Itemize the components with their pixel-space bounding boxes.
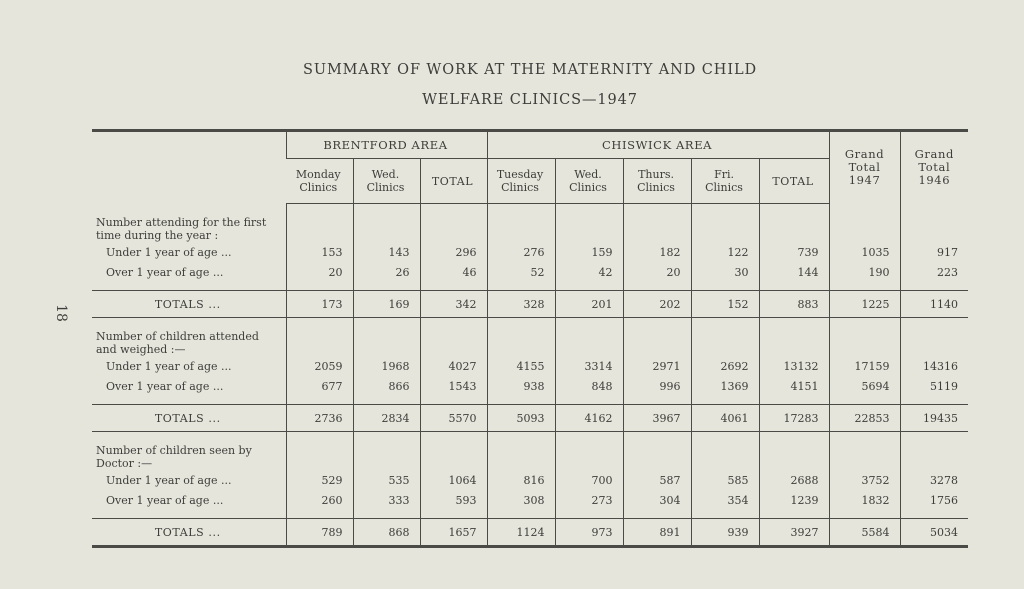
totals-label: TOTALS ... (92, 291, 286, 318)
page-number: 18 (52, 304, 69, 322)
empty-cell (759, 396, 829, 405)
total-value-cell: 5034 (900, 519, 968, 547)
value-cell: 816 (487, 470, 555, 490)
empty-cell (487, 396, 555, 405)
empty-cell (691, 318, 759, 357)
section-heading-row (92, 204, 968, 243)
grand-total-1946-header: Grand Total 1946 (900, 131, 968, 204)
header-blank-cell (92, 131, 286, 204)
value-cell: 3752 (829, 470, 900, 490)
table-row (92, 470, 968, 490)
table-body (92, 204, 968, 547)
value-cell: 585 (691, 470, 759, 490)
value-cell: 1239 (759, 490, 829, 510)
empty-cell (759, 204, 829, 243)
empty-cell (92, 396, 286, 405)
table-row (92, 490, 968, 510)
total-value-cell: 2834 (353, 405, 420, 432)
value-cell: 30 (691, 262, 759, 282)
value-cell: 26 (353, 262, 420, 282)
empty-cell (900, 432, 968, 471)
total-value-cell: 789 (286, 519, 353, 547)
empty-cell (555, 318, 623, 357)
value-cell: 153 (286, 242, 353, 262)
value-cell: 333 (353, 490, 420, 510)
value-cell: 938 (487, 376, 555, 396)
value-cell: 273 (555, 490, 623, 510)
total-value-cell: 17283 (759, 405, 829, 432)
row-label: Over 1 year of age ... (106, 379, 224, 393)
total-value-cell: 1124 (487, 519, 555, 547)
value-cell: 917 (900, 242, 968, 262)
total-value-cell: 342 (420, 291, 487, 318)
empty-cell (353, 318, 420, 357)
value-cell: 122 (691, 242, 759, 262)
value-cell: 182 (623, 242, 691, 262)
value-cell: 587 (623, 470, 691, 490)
empty-cell (900, 204, 968, 243)
empty-cell (900, 318, 968, 357)
value-cell: 14316 (900, 356, 968, 376)
column-header: Fri. Clinics (691, 159, 759, 204)
empty-cell (487, 432, 555, 471)
value-cell: 308 (487, 490, 555, 510)
row-label: Under 1 year of age ... (106, 359, 232, 373)
empty-cell (829, 510, 900, 519)
spacer-row (92, 282, 968, 291)
value-cell: 20 (623, 262, 691, 282)
empty-cell (286, 510, 353, 519)
summary-table (92, 129, 968, 548)
empty-cell (759, 510, 829, 519)
empty-cell (420, 432, 487, 471)
total-value-cell: 3927 (759, 519, 829, 547)
value-cell: 4027 (420, 356, 487, 376)
value-cell: 4155 (487, 356, 555, 376)
row-label: Under 1 year of age ... (106, 245, 232, 259)
total-value-cell: 19435 (900, 405, 968, 432)
column-header: TOTAL (759, 159, 829, 204)
value-cell: 5119 (900, 376, 968, 396)
table-row (92, 356, 968, 376)
spacer-row (92, 510, 968, 519)
row-label: Over 1 year of age ... (106, 265, 224, 279)
column-header: Monday Clinics (286, 159, 353, 204)
table-row (92, 262, 968, 282)
total-value-cell: 169 (353, 291, 420, 318)
value-cell: 13132 (759, 356, 829, 376)
value-cell: 4151 (759, 376, 829, 396)
chiswick-area-header: CHISWICK AREA (487, 131, 829, 159)
value-cell: 46 (420, 262, 487, 282)
value-cell: 5694 (829, 376, 900, 396)
column-header: Wed. Clinics (555, 159, 623, 204)
empty-cell (691, 432, 759, 471)
value-cell: 2688 (759, 470, 829, 490)
empty-cell (92, 282, 286, 291)
value-cell: 677 (286, 376, 353, 396)
value-cell: 1756 (900, 490, 968, 510)
empty-cell (487, 318, 555, 357)
empty-cell (829, 396, 900, 405)
empty-cell (623, 432, 691, 471)
empty-cell (420, 282, 487, 291)
total-value-cell: 939 (691, 519, 759, 547)
value-cell: 1369 (691, 376, 759, 396)
total-value-cell: 201 (555, 291, 623, 318)
value-cell: 223 (900, 262, 968, 282)
empty-cell (420, 396, 487, 405)
empty-cell (759, 282, 829, 291)
value-cell: 52 (487, 262, 555, 282)
empty-cell (487, 204, 555, 243)
value-cell: 143 (353, 242, 420, 262)
row-label: Over 1 year of age ... (106, 493, 224, 507)
value-cell: 2692 (691, 356, 759, 376)
column-header: Thurs. Clinics (623, 159, 691, 204)
total-value-cell: 202 (623, 291, 691, 318)
section-heading: Number of children seen by Doctor :— (96, 444, 252, 470)
total-value-cell: 152 (691, 291, 759, 318)
section-heading: Number attending for the first time during the year : (96, 216, 267, 242)
total-value-cell: 1140 (900, 291, 968, 318)
section-heading: Number of children attended and weighed :— (96, 330, 259, 356)
totals-row (92, 519, 968, 547)
table-header (92, 131, 968, 204)
empty-cell (286, 396, 353, 405)
totals-row (92, 291, 968, 318)
total-value-cell: 2736 (286, 405, 353, 432)
empty-cell (759, 318, 829, 357)
value-cell: 3314 (555, 356, 623, 376)
empty-cell (900, 396, 968, 405)
value-cell: 276 (487, 242, 555, 262)
total-value-cell: 891 (623, 519, 691, 547)
total-value-cell: 4162 (555, 405, 623, 432)
total-value-cell: 973 (555, 519, 623, 547)
totals-row (92, 405, 968, 432)
empty-cell (353, 204, 420, 243)
spacer-row (92, 396, 968, 405)
total-value-cell: 3967 (623, 405, 691, 432)
value-cell: 1543 (420, 376, 487, 396)
empty-cell (353, 510, 420, 519)
total-value-cell: 4061 (691, 405, 759, 432)
empty-cell (623, 510, 691, 519)
total-value-cell: 1225 (829, 291, 900, 318)
value-cell: 1035 (829, 242, 900, 262)
empty-cell (900, 510, 968, 519)
column-header: Wed. Clinics (353, 159, 420, 204)
empty-cell (353, 282, 420, 291)
empty-cell (691, 396, 759, 405)
section-heading-row (92, 318, 968, 357)
value-cell: 848 (555, 376, 623, 396)
total-value-cell: 5584 (829, 519, 900, 547)
empty-cell (286, 432, 353, 471)
total-value-cell: 22853 (829, 405, 900, 432)
empty-cell (555, 510, 623, 519)
value-cell: 700 (555, 470, 623, 490)
empty-cell (623, 282, 691, 291)
page-subtitle: WELFARE CLINICS—1947 (422, 92, 638, 108)
total-value-cell: 1657 (420, 519, 487, 547)
column-header: Tuesday Clinics (487, 159, 555, 204)
empty-cell (691, 510, 759, 519)
grand-total-1947-header: Grand Total 1947 (829, 131, 900, 204)
empty-cell (353, 432, 420, 471)
empty-cell (286, 318, 353, 357)
empty-cell (555, 432, 623, 471)
value-cell: 159 (555, 242, 623, 262)
table-row (92, 376, 968, 396)
value-cell: 20 (286, 262, 353, 282)
value-cell: 1968 (353, 356, 420, 376)
empty-cell (623, 396, 691, 405)
empty-cell (691, 282, 759, 291)
column-header: TOTAL (420, 159, 487, 204)
empty-cell (286, 282, 353, 291)
value-cell: 260 (286, 490, 353, 510)
empty-cell (555, 282, 623, 291)
value-cell: 296 (420, 242, 487, 262)
value-cell: 535 (353, 470, 420, 490)
value-cell: 144 (759, 262, 829, 282)
section-heading-row (92, 432, 968, 471)
value-cell: 1064 (420, 470, 487, 490)
total-value-cell: 328 (487, 291, 555, 318)
value-cell: 739 (759, 242, 829, 262)
totals-label: TOTALS ... (92, 405, 286, 432)
empty-cell (623, 204, 691, 243)
empty-cell (691, 204, 759, 243)
empty-cell (829, 432, 900, 471)
row-label: Under 1 year of age ... (106, 473, 232, 487)
total-value-cell: 883 (759, 291, 829, 318)
value-cell: 354 (691, 490, 759, 510)
value-cell: 2059 (286, 356, 353, 376)
value-cell: 42 (555, 262, 623, 282)
empty-cell (900, 282, 968, 291)
page-title: SUMMARY OF WORK AT THE MATERNITY AND CHILD (302, 62, 758, 78)
table-row (92, 242, 968, 262)
empty-cell (286, 204, 353, 243)
value-cell: 304 (623, 490, 691, 510)
total-value-cell: 173 (286, 291, 353, 318)
totals-label: TOTALS ... (92, 519, 286, 547)
empty-cell (829, 204, 900, 243)
value-cell: 190 (829, 262, 900, 282)
empty-cell (487, 510, 555, 519)
empty-cell (420, 510, 487, 519)
empty-cell (487, 282, 555, 291)
empty-cell (92, 510, 286, 519)
value-cell: 866 (353, 376, 420, 396)
value-cell: 529 (286, 470, 353, 490)
empty-cell (829, 318, 900, 357)
empty-cell (623, 318, 691, 357)
total-value-cell: 868 (353, 519, 420, 547)
value-cell: 3278 (900, 470, 968, 490)
empty-cell (420, 204, 487, 243)
empty-cell (353, 396, 420, 405)
value-cell: 593 (420, 490, 487, 510)
total-value-cell: 5093 (487, 405, 555, 432)
brentford-area-header: BRENTFORD AREA (286, 131, 487, 159)
value-cell: 2971 (623, 356, 691, 376)
empty-cell (420, 318, 487, 357)
value-cell: 17159 (829, 356, 900, 376)
empty-cell (829, 282, 900, 291)
empty-cell (759, 432, 829, 471)
empty-cell (555, 204, 623, 243)
value-cell: 1832 (829, 490, 900, 510)
value-cell: 996 (623, 376, 691, 396)
total-value-cell: 5570 (420, 405, 487, 432)
empty-cell (555, 396, 623, 405)
